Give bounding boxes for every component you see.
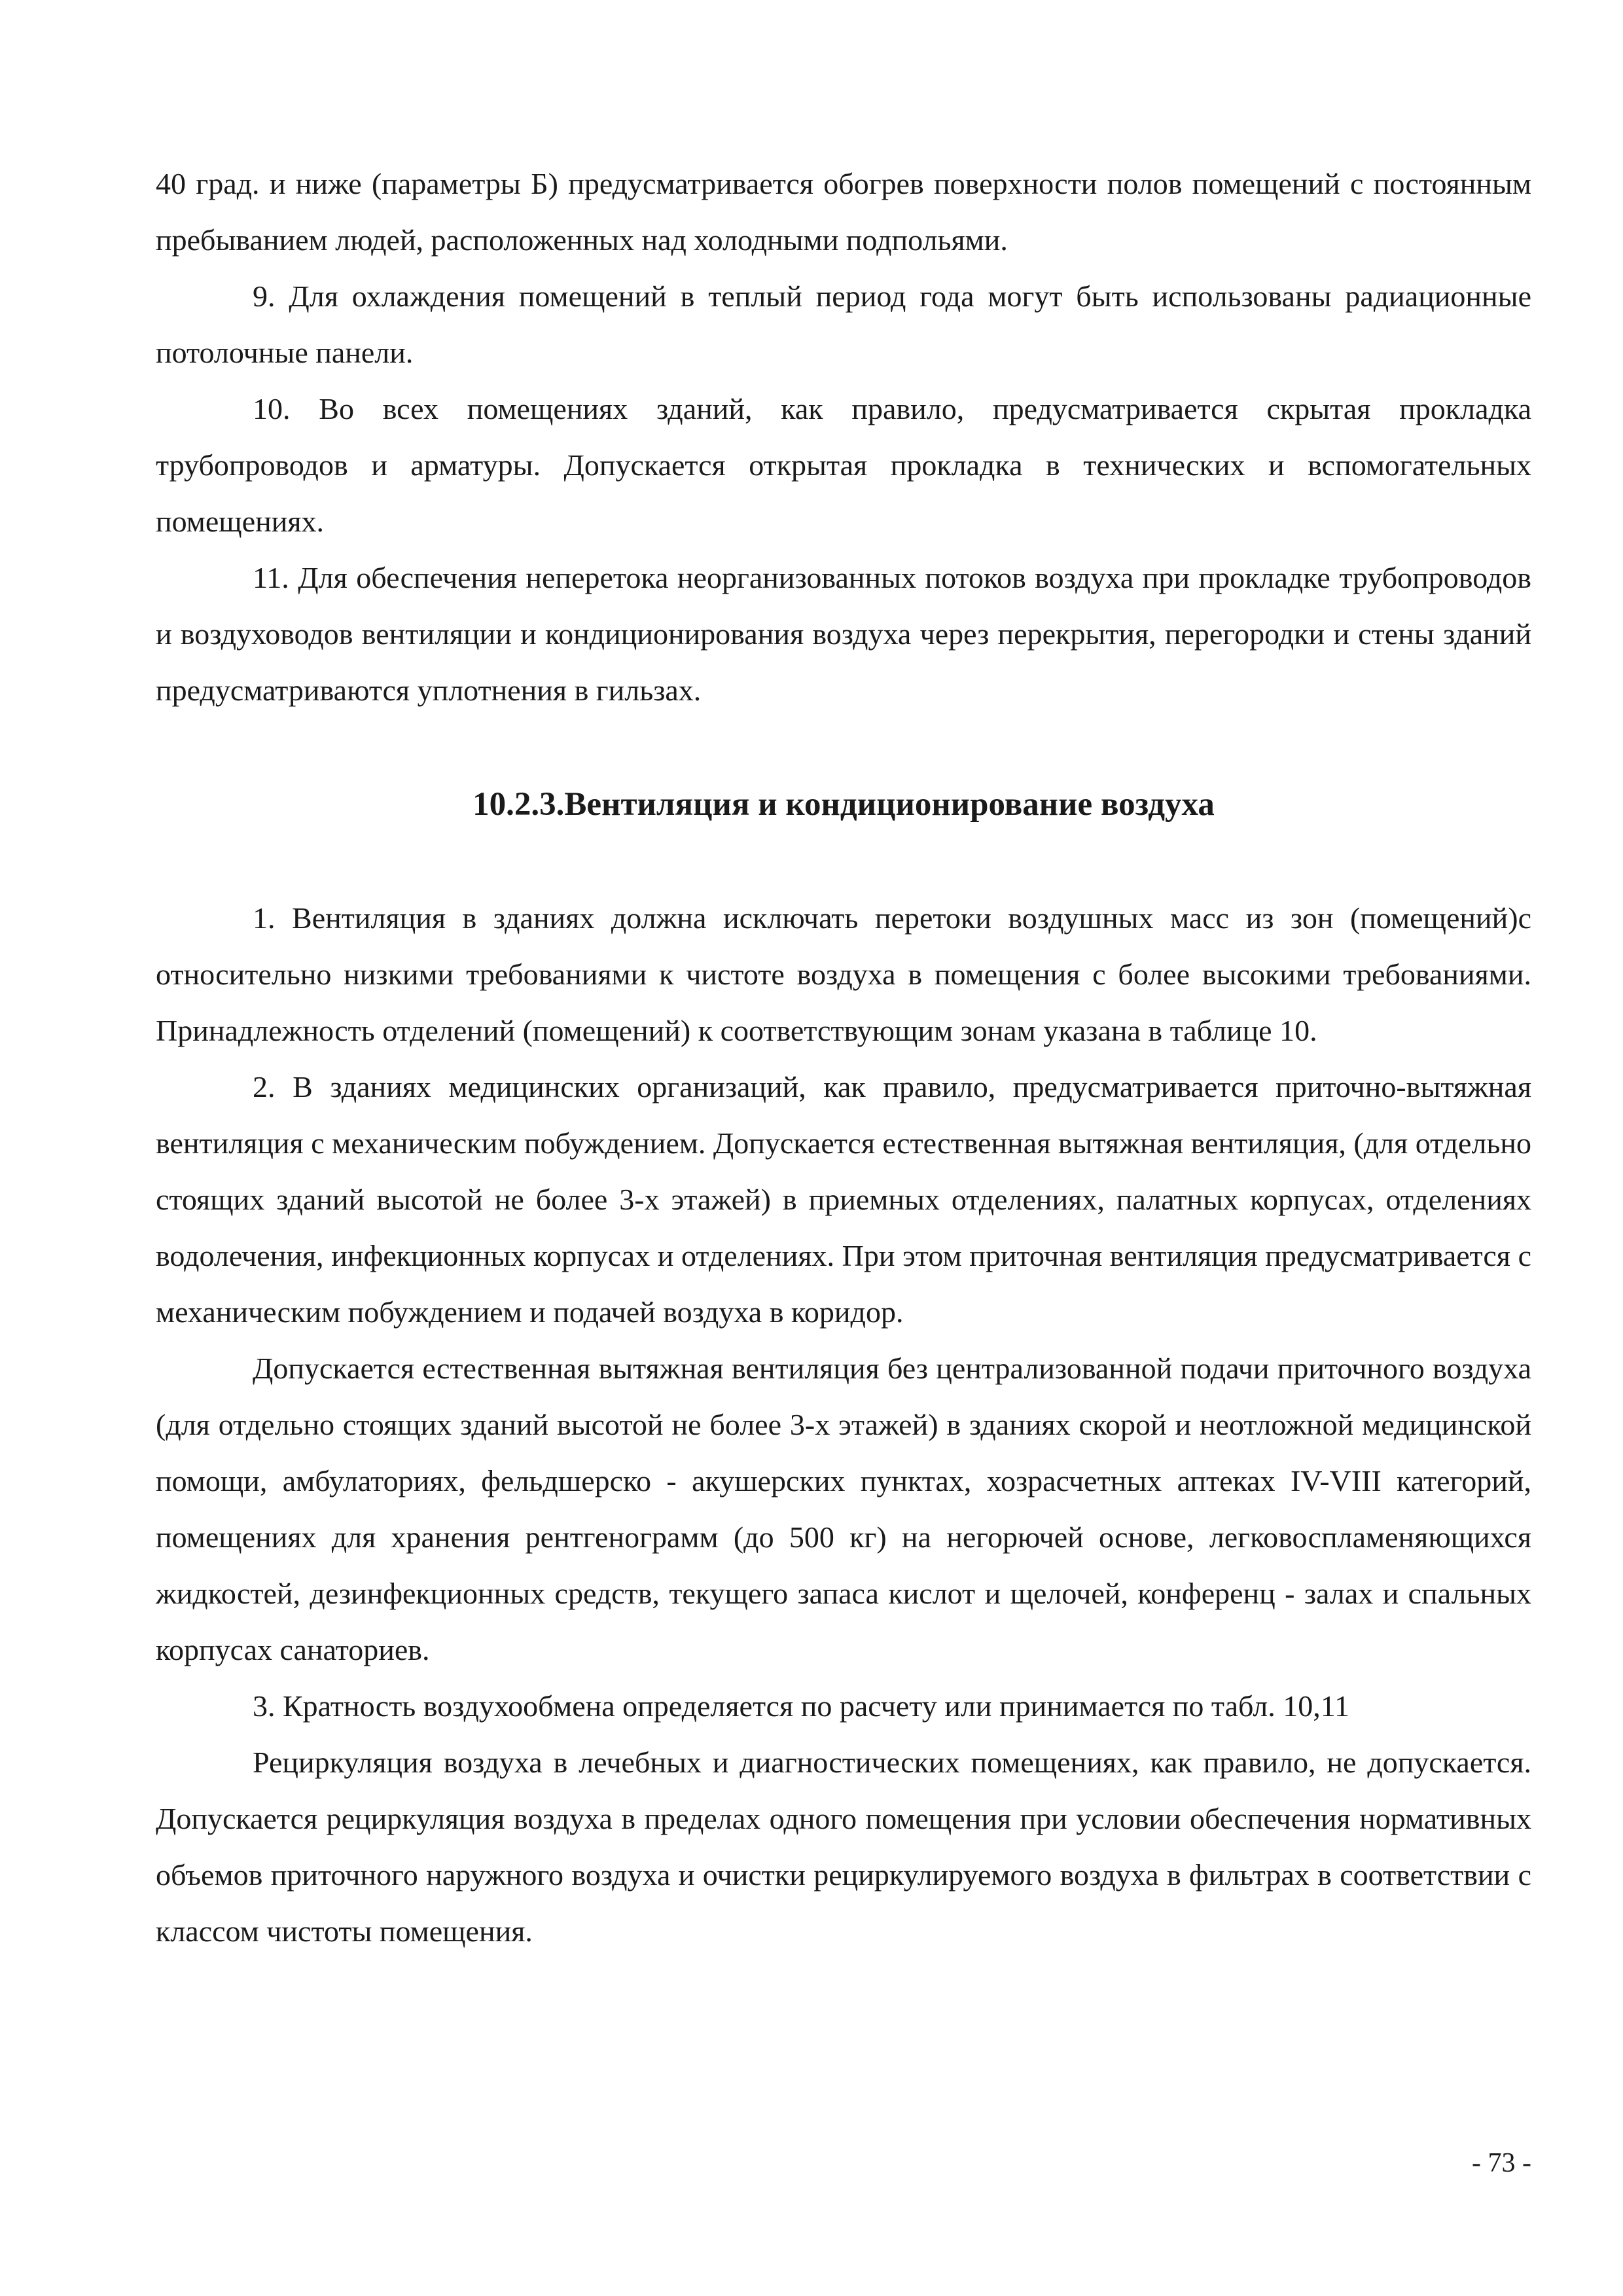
paragraph-ventilation-3: 3. Кратность воздухообмена определяется по расчету или принимается по табл. 10,11 <box>253 1689 1350 1723</box>
paragraph-recirculation: Рециркуляция воздуха в лечебных и диагностических помещениях, как правило, не допускается. Допускается рециркуляция воздуха в пределах одного помещения при условии обеспечения нормативных объемов приточного наружного воздуха и очистки рециркулируемого воздуха в фильтрах в соответствии с классом чистоты помещения. <box>156 1746 1531 1948</box>
section-heading-block <box>156 719 1531 890</box>
section-heading: 10.2.3.Вентиляция и кондиционирование воздуха <box>473 786 1215 823</box>
paragraph-floor-heating: 40 град. и ниже (параметры Б) предусматривается обогрев поверхности полов помещений с постоянным пребыванием людей, расположенных над холодными подпольями. <box>156 167 1531 257</box>
paragraph-item-10: 10. Во всех помещениях зданий, как правило, предусматривается скрытая прокладка трубопроводов и арматуры. Допускается открытая прокладка в технических и вспомогательных помещениях. <box>156 392 1531 538</box>
paragraph-natural-exhaust: Допускается естественная вытяжная вентиляция без централизованной подачи приточного воздуха (для отдельно стоящих зданий высотой не более 3-х этажей) в зданиях скорой и неотложной медицинской помощи, амбулаториях, фельдшерско - акушерских пунктах, хозрасчетных аптеках IV-VIII категорий, помещениях для хранения рентгенограмм (до 500 кг) на негорючей основе, легковоспламеняющихся жидкостей, дезинфекционных средств, текущего запаса кислот и щелочей, конференц - залах и спальных корпусах санаториев. <box>156 1352 1531 1666</box>
paragraph-item-11: 11. Для обеспечения неперетока неорганизованных потоков воздуха при прокладке трубопроводов и воздуховодов вентиляции и кондиционирования воздуха через перекрытия, перегородки и стены зданий предусматриваются уплотнения в гильзах. <box>156 561 1531 707</box>
paragraph-item-9: 9. Для охлаждения помещений в теплый период года могут быть использованы радиационные потолочные панели. <box>156 279 1531 369</box>
page-number: - 73 - <box>1472 2148 1531 2178</box>
paragraph-ventilation-2: 2. В зданиях медицинских организаций, как правило, предусматривается приточно-вытяжная вентиляция с механическим побуждением. Допускается естественная вытяжная вентиляция, (для отдельно стоящих зданий высотой не более 3-х этажей) в приемных отделениях, палатных корпусах, отделениях водолечения, инфекционных корпусах и отделениях. При этом приточная вентиляция предусматривается с механическим побуждением и подачей воздуха в коридор. <box>156 1070 1531 1329</box>
document-page <box>156 156 1531 1960</box>
paragraph-ventilation-1: 1. Вентиляция в зданиях должна исключать перетоки воздушных масс из зон (помещений)с относительно низкими требованиями к чистоте воздуха в помещения с более высокими требованиями. Принадлежность отделений (помещений) к соответствующим зонам указана в таблице 10. <box>156 901 1531 1047</box>
